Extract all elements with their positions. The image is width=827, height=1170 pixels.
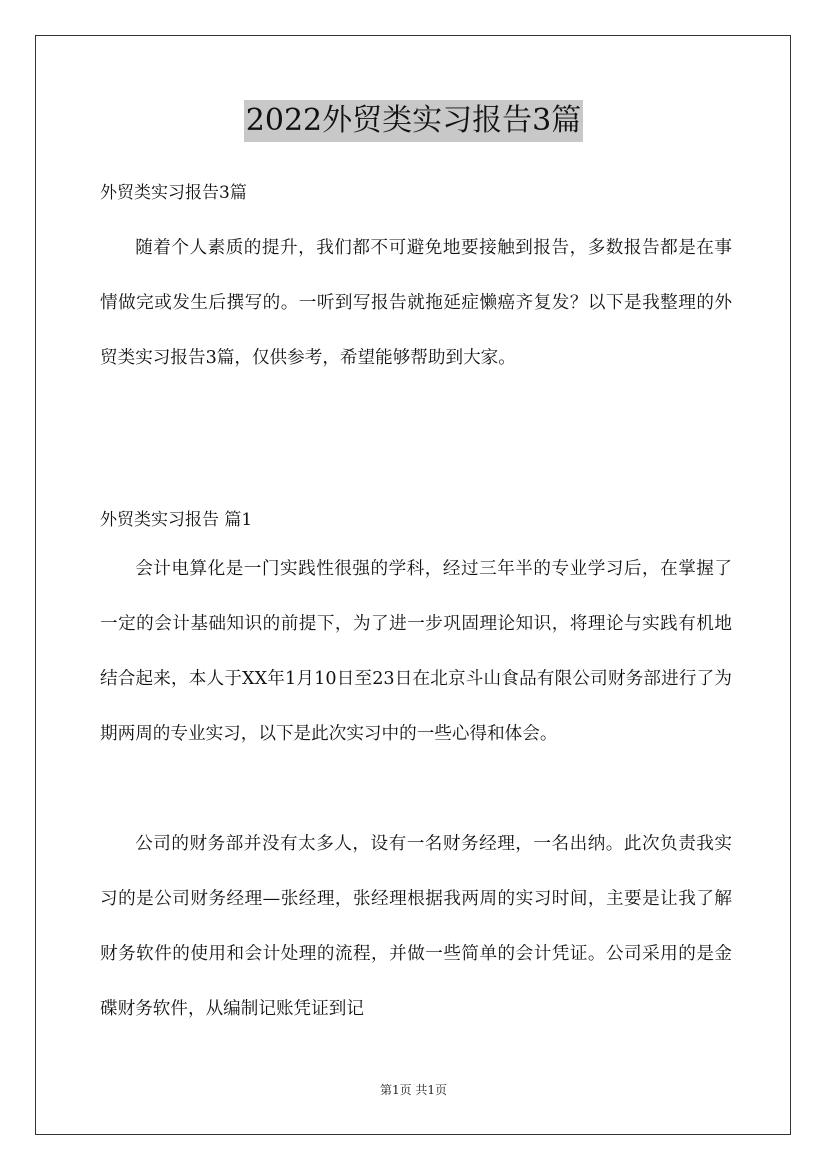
page-footer: 第1页 共1页: [379, 1083, 448, 1097]
title-container: [0, 100, 827, 142]
section-heading: 外贸类实习报告 篇1: [100, 510, 253, 530]
section-paragraph: 会计电算化是一门实践性很强的学科，经过三年半的专业学习后，在掌握了一定的会计基础知识的前提下，为了进一步巩固理论知识，将理论与实践有机地结合起来，本人于XX年1月10日至23日在北京斗山食品有限公司财务部进行了为期两周的专业实习，以下是此次实习中的一些心得和体会。: [100, 559, 732, 744]
document-title: 2022外贸类实习报告3篇: [244, 100, 583, 142]
intro-paragraph: 随着个人素质的提升，我们都不可避免地要接触到报告，多数报告都是在事情做完或发生后撰写的。一听到写报告就拖延症懒癌齐复发？以下是我整理的外贸类实习报告3篇，仅供参考，希望能够帮助到大家。: [100, 238, 732, 368]
section-paragraph: 公司的财务部并没有太多人，设有一名财务经理，一名出纳。此次负责我实习的是公司财务经理—张经理，张经理根据我两周的实习时间，主要是让我了解财务软件的使用和会计处理的流程，并做一些简单的会计凭证。公司采用的是金碟财务软件，从编制记账凭证到记: [100, 834, 732, 1019]
document-subtitle: 外贸类实习报告3篇: [100, 183, 247, 203]
